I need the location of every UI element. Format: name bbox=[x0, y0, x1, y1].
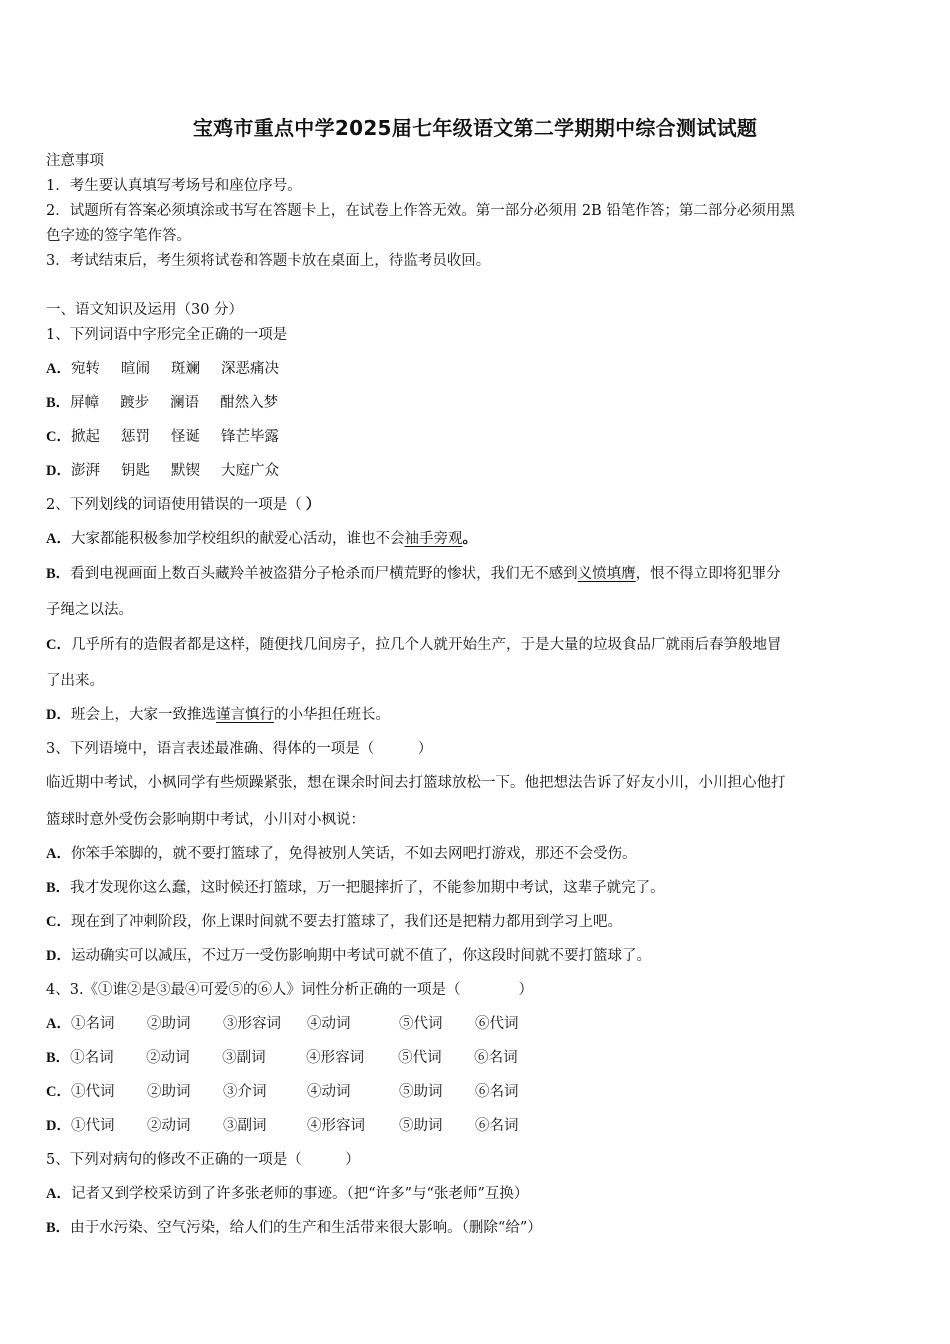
option-a bbox=[46, 1014, 518, 1034]
option-word: ②助词 bbox=[146, 1016, 191, 1032]
option-letter: A． bbox=[46, 531, 71, 547]
option-word: ⑥名词 bbox=[474, 1050, 518, 1066]
option-letter: B． bbox=[46, 880, 71, 896]
question-context: 篮球时意外受伤会影响期中考试，小川对小枫说： bbox=[46, 812, 365, 828]
option-word: 深恶痛决 bbox=[220, 361, 279, 377]
option-d bbox=[46, 705, 390, 725]
option-word: ①名词 bbox=[70, 1016, 115, 1032]
option-letter: B． bbox=[46, 395, 71, 411]
option-b bbox=[46, 564, 781, 584]
option-word: ③介词 bbox=[222, 1084, 267, 1100]
underlined-word: 袖手旁观 bbox=[404, 531, 463, 547]
option-text: 记者又到学校采访到了许多张老师的事迹。（把“许多”与“张老师”互换） bbox=[70, 1186, 529, 1202]
option-word: 钥匙 bbox=[120, 463, 150, 479]
option-text: ，恨不得立即将犯罪分 bbox=[635, 566, 781, 582]
option-a bbox=[46, 844, 636, 864]
notice-item: 色字迹的签字笔作答。 bbox=[46, 228, 191, 244]
option-letter: C． bbox=[46, 914, 71, 930]
option-word: 掀起 bbox=[70, 429, 100, 445]
option-word: 锋芒毕露 bbox=[220, 429, 279, 445]
option-word: ①代词 bbox=[70, 1084, 115, 1100]
option-word: ②助词 bbox=[146, 1084, 191, 1100]
option-b bbox=[46, 1048, 518, 1068]
question-stem: 5、下列对病句的修改不正确的一项是（ ） bbox=[46, 1152, 360, 1168]
option-word: ⑤代词 bbox=[398, 1050, 442, 1066]
notice-item: 3．考试结束后，考生须将试卷和答题卡放在桌面上，待监考员收回。 bbox=[46, 253, 491, 269]
option-word: 宛转 bbox=[70, 361, 100, 377]
option-word: ⑤助词 bbox=[398, 1118, 443, 1134]
option-word: ①名词 bbox=[70, 1050, 114, 1066]
option-word: 惩罚 bbox=[120, 429, 150, 445]
option-letter: D． bbox=[46, 707, 71, 723]
option-word: 酣然入梦 bbox=[220, 395, 279, 411]
option-text: 运动确实可以减压，不过万一受伤影响期中考试可就不值了，你这段时间就不要打篮球了。 bbox=[70, 948, 651, 964]
question-stem: 1、下列词语中字形完全正确的一项是 bbox=[46, 327, 288, 343]
option-text: 看到电视画面上数百头藏羚羊被盗猎分子枪杀而尸横荒野的惨状，我们无不感到 bbox=[70, 566, 578, 582]
option-c bbox=[46, 1082, 518, 1102]
notice-item: 1．考生要认真填写考场号和座位序号。 bbox=[46, 178, 302, 194]
option-letter: C． bbox=[46, 429, 71, 445]
option-text: 你笨手笨脚的，就不要打篮球了，免得被别人笑话，不如去网吧打游戏，那还不会受伤。 bbox=[70, 846, 637, 862]
option-continuation: 了出来。 bbox=[46, 673, 104, 689]
option-word: ②动词 bbox=[146, 1118, 191, 1134]
option-text: 。 bbox=[462, 530, 477, 547]
page-title: 宝鸡市重点中学2025届七年级语文第二学期期中综合测试试题 bbox=[192, 116, 758, 140]
option-word: ⑥名词 bbox=[474, 1118, 519, 1134]
option-letter: A． bbox=[46, 846, 71, 862]
option-c bbox=[46, 635, 781, 655]
option-letter: A． bbox=[46, 1016, 71, 1032]
option-word: 澎湃 bbox=[70, 463, 100, 479]
option-word: ⑤助词 bbox=[398, 1084, 443, 1100]
option-text: 的小华担任班长。 bbox=[273, 707, 390, 723]
option-word: 踱步 bbox=[120, 395, 150, 411]
option-text: 由于水污染、空气污染，给人们的生产和生活带来很大影响。（删除“给”） bbox=[70, 1220, 542, 1236]
option-word: 斑斓 bbox=[170, 361, 200, 377]
option-word: ③形容词 bbox=[222, 1016, 281, 1032]
option-letter: D． bbox=[46, 948, 71, 964]
option-word: 暄闹 bbox=[120, 361, 150, 377]
option-word: ⑥代词 bbox=[474, 1016, 519, 1032]
option-letter: A． bbox=[46, 1186, 71, 1202]
option-b bbox=[46, 393, 278, 413]
option-letter: B． bbox=[46, 1220, 71, 1236]
option-continuation: 子绳之以法。 bbox=[46, 602, 133, 618]
stem-text: 2、下列划线的词语使用错误的一项是（ bbox=[46, 497, 302, 513]
option-word: 大庭广众 bbox=[220, 463, 279, 479]
option-b bbox=[46, 878, 665, 898]
option-word: ④形容词 bbox=[306, 1118, 365, 1134]
question-stem: 3、下列语境中，语言表述最准确、得体的一项是（ ） bbox=[46, 741, 433, 757]
option-d bbox=[46, 1116, 518, 1136]
option-word: 澜语 bbox=[170, 395, 200, 411]
option-letter: A． bbox=[46, 361, 71, 377]
underlined-word: 义愤填膺 bbox=[577, 566, 636, 582]
option-letter: C． bbox=[46, 637, 71, 653]
option-text: 我才发现你这么蠢，这时候还打篮球，万一把腿摔折了，不能参加期中考试，这辈子就完了。 bbox=[70, 880, 665, 896]
option-c bbox=[46, 427, 279, 447]
option-letter: B． bbox=[46, 566, 71, 582]
option-word: ⑤代词 bbox=[398, 1016, 443, 1032]
option-word: ③副词 bbox=[222, 1050, 266, 1066]
option-c bbox=[46, 912, 622, 932]
question-stem: 4、3.《①谁②是③最④可爱⑤的⑥人》词性分析正确的一项是（ ） bbox=[46, 982, 534, 998]
option-word: 怪诞 bbox=[170, 429, 200, 445]
notice-heading: 注意事项 bbox=[46, 153, 104, 169]
option-word: 默锲 bbox=[170, 463, 200, 479]
option-word: ④动词 bbox=[306, 1016, 351, 1032]
option-a bbox=[46, 1184, 528, 1204]
option-word: ③副词 bbox=[222, 1118, 267, 1134]
option-text: 班会上，大家一致推选 bbox=[70, 707, 216, 723]
notice-item: 2．试题所有答案必须填涂或书写在答题卡上，在试卷上作答无效。第一部分必须用 2B 铅笔作答；第二部分必须用黑 bbox=[46, 203, 795, 219]
option-letter: D． bbox=[46, 1118, 71, 1134]
option-a bbox=[46, 359, 279, 379]
section-heading: 一、语文知识及运用（30 分） bbox=[46, 302, 244, 318]
option-word: 屏幛 bbox=[70, 395, 100, 411]
option-text: 现在到了冲刺阶段，你上课时间就不要去打篮球了，我们还是把精力都用到学习上吧。 bbox=[70, 914, 622, 930]
option-word: ④形容词 bbox=[306, 1050, 365, 1066]
option-word: ④动词 bbox=[306, 1084, 351, 1100]
option-letter: C． bbox=[46, 1084, 71, 1100]
option-a bbox=[46, 529, 477, 549]
option-d bbox=[46, 461, 279, 481]
option-word: ②动词 bbox=[146, 1050, 190, 1066]
option-word: ⑥名词 bbox=[474, 1084, 519, 1100]
option-d bbox=[46, 946, 651, 966]
option-text: 大家都能积极参加学校组织的献爱心活动，谁也不会 bbox=[70, 531, 405, 547]
option-word: ①代词 bbox=[70, 1118, 115, 1134]
option-letter: B． bbox=[46, 1050, 71, 1066]
option-b bbox=[46, 1218, 542, 1238]
question-context: 临近期中考试，小枫同学有些烦躁紧张，想在课余时间去打篮球放松一下。他把想法告诉了好友小川，小川担心他打 bbox=[46, 775, 786, 791]
option-text: 几乎所有的造假者都是这样，随便找几间房子，拉几个人就开始生产，于是大量的垃圾食品厂就雨后春笋般地冒 bbox=[70, 637, 782, 653]
underlined-word: 谨言慎行 bbox=[215, 707, 274, 723]
option-letter: D． bbox=[46, 463, 71, 479]
question-stem bbox=[46, 495, 320, 515]
stem-bracket: ） bbox=[305, 496, 321, 513]
